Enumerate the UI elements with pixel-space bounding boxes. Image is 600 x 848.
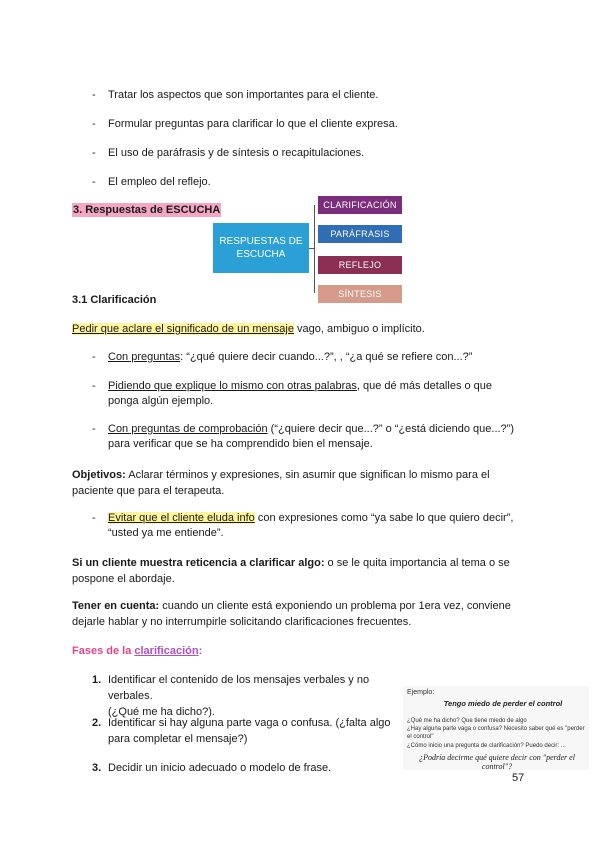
diagram-main-box: RESPUESTAS DE ESCUCHA: [213, 223, 309, 273]
example-q1: ¿Qué me ha dicho? Que tiene miedo de algo: [407, 718, 527, 724]
example-answer: ¿Podría decirme qué quiere decir con "perder el control"?: [419, 753, 575, 771]
page-number: 57: [512, 772, 525, 784]
example-title: Tengo miedo de perder el control: [443, 699, 563, 708]
example-label: Ejemplo:: [407, 689, 435, 696]
section-title: 3. Respuestas de ESCUCHA: [73, 204, 221, 216]
reticencia-paragraph: Si un cliente muestra reticencia a clarificar algo: o se le quita importancia al tema o se pospone el abordaje.: [72, 557, 510, 585]
example-q3: ¿Cómo inicio una pregunta de clarificación? Puedo decir: ...: [407, 743, 566, 749]
subsection-title: 3.1 Clarificación: [72, 294, 157, 306]
example-box: [403, 686, 589, 770]
diagram-item-sintesis: SÍNTESIS: [318, 285, 402, 303]
diagram-item-clarificacion: CLARIFICACIÓN: [318, 196, 402, 214]
intro-paragraph: Pedir que aclare el significado de un mensaje vago, ambiguo o implícito.: [72, 323, 425, 335]
tener-paragraph: Tener en cuenta: cuando un cliente está exponiendo un problema por 1era vez, conviene dejarle hablar y no interrumpirle solicitando clarificaciones frecuentes.: [72, 600, 511, 628]
diagram-item-parafrasis: PARÁFRASIS: [318, 225, 402, 243]
diagram-connector: [314, 205, 315, 293]
objetivos-paragraph: Objetivos: Aclarar términos y expresiones, sin asumir que significan lo mismo para el paciente que para el terapeuta.: [72, 469, 490, 497]
diagram-item-reflejo: REFLEJO: [318, 256, 402, 274]
fases-heading: Fases de la clarificación:: [72, 645, 203, 657]
example-q2: ¿Hay alguna parte vaga o confusa? Necesito saber qué es "perder el control": [407, 726, 585, 740]
